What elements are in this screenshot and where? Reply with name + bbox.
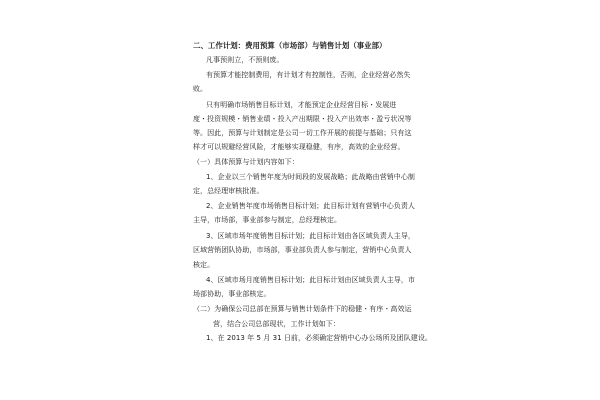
list-item-line: 3、区域市场年度销售目标计划；此目标计划由各区域负责人主导， xyxy=(206,232,415,240)
list-item-line: 定，总经理审核批准。 xyxy=(193,187,264,195)
paragraph-line: 有预算才能控制费用，有计划才有控制性，否则，企业经营必然失 xyxy=(206,71,411,79)
subsection-heading: （二）为确保公司总部在预算与销售计划条件下的稳健・有序・高效运 xyxy=(193,305,412,313)
paragraph-line: 等。因此，预算与计划制定是公司一切工作开展的前提与基础；只有这 xyxy=(193,129,412,137)
paragraph-line: 样才可以规避经营风险，才能够实现稳健，有序，高效的企业经营。 xyxy=(193,143,405,151)
list-item-line: 主导，市场部，事业部参与制定，总经理核定。 xyxy=(193,216,342,224)
paragraph-line: 营，结合公司总部现状，工作计划如下： xyxy=(213,320,340,328)
paragraph-line: 只有明确市场销售目标计划，才能预定企业经营目标・发展进 xyxy=(206,101,397,109)
list-item-line: 1、在 2013 年 5 月 31 日前，必须确定营销中心办公场所及团队建设。 xyxy=(206,334,432,342)
list-item-line: 场部协助，事业部核定。 xyxy=(193,290,271,298)
section-heading: 二、工作计划：费用预算（市场部）与销售计划（事业部） xyxy=(193,41,387,50)
list-item-line: 区域营销团队协助，市场部，事业部负责人参与制定，营销中心负责人 xyxy=(193,246,412,254)
list-item-line: 1、企业以三个销售年度为时间段的发展战略；此战略由营销中心制 xyxy=(206,173,415,181)
list-item-line: 核定。 xyxy=(193,261,215,269)
list-item-line: 4、区域市场月度销售目标计划；此目标计划由区域负责人主导，市 xyxy=(206,276,415,284)
paragraph-line: 凡事预则立，不预则废。 xyxy=(206,56,284,64)
subsection-heading: （一）具体预算与计划内容如下： xyxy=(193,158,299,166)
list-item-line: 2、企业销售年度市场销售目标计划；此目标计划有营销中心负责人 xyxy=(206,202,415,210)
paragraph-line: 败。 xyxy=(193,85,208,93)
paragraph-line: 度・投资规模・销售业绩・投入产出期限・投入产出效率・盈亏状况等 xyxy=(193,115,412,123)
